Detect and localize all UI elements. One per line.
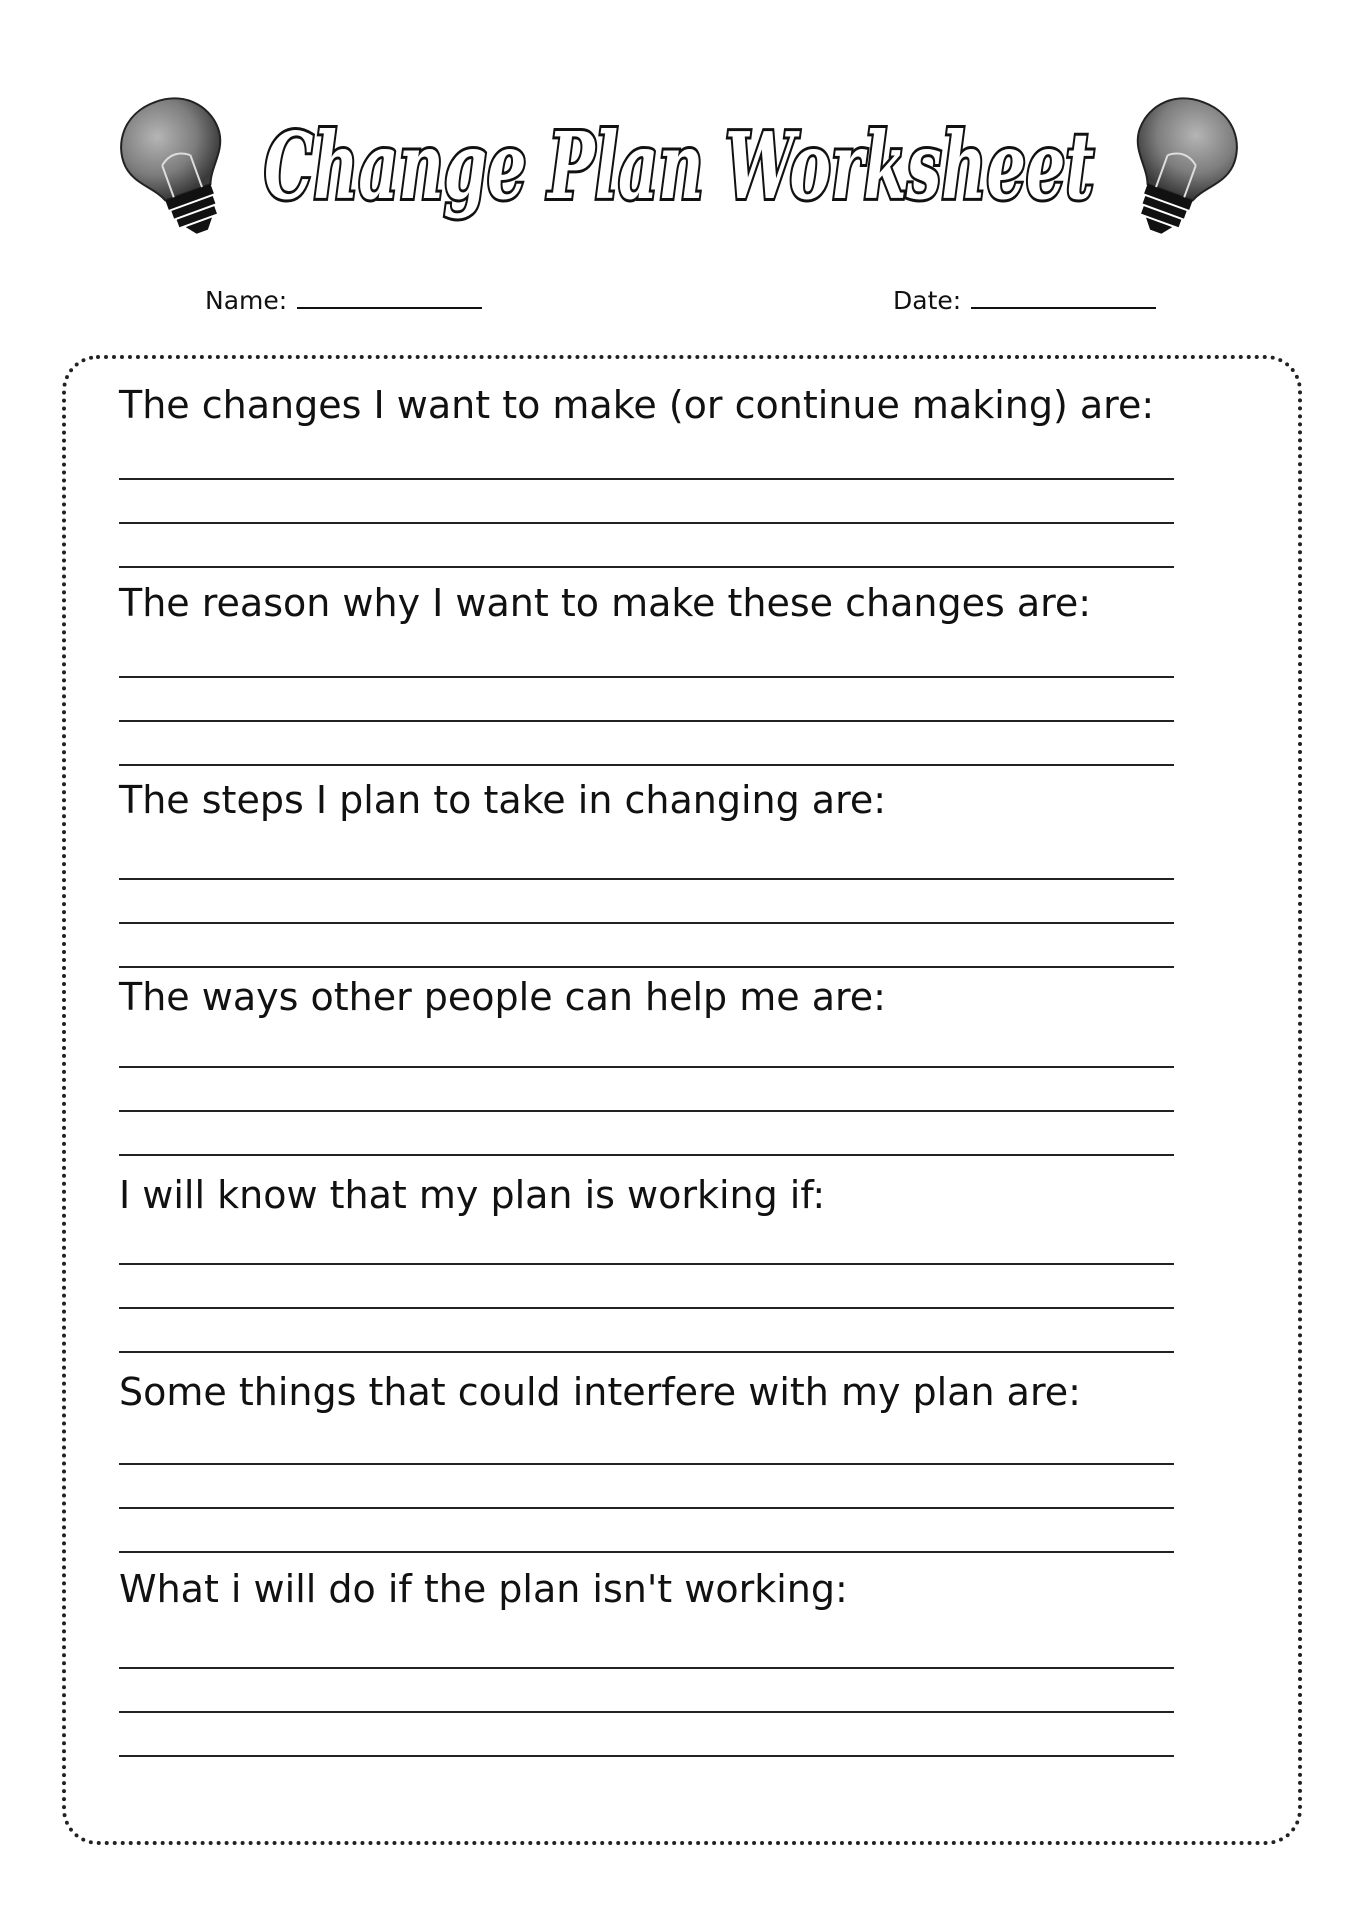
answer-line[interactable] <box>119 478 1174 480</box>
answer-line[interactable] <box>119 1351 1174 1353</box>
answer-line[interactable] <box>119 1066 1174 1068</box>
answer-line[interactable] <box>119 522 1174 524</box>
date-field[interactable] <box>893 285 1156 315</box>
lightbulb-icon <box>118 90 238 240</box>
dotted-border-frame <box>62 355 1302 1845</box>
answer-line[interactable] <box>119 720 1174 722</box>
answer-line[interactable] <box>119 764 1174 766</box>
answer-line[interactable] <box>119 1154 1174 1156</box>
section-interfere <box>119 1369 1174 1415</box>
name-label: Name: <box>205 286 288 315</box>
answer-line[interactable] <box>119 878 1174 880</box>
worksheet-title <box>250 90 1108 240</box>
section-working <box>119 1172 1174 1218</box>
answer-line[interactable] <box>119 1307 1174 1309</box>
section-prompt: I will know that my plan is working if: <box>119 1173 826 1217</box>
section-steps <box>119 777 1174 823</box>
name-blank-line[interactable] <box>297 285 482 309</box>
date-blank-line[interactable] <box>971 285 1156 309</box>
answer-line[interactable] <box>119 1711 1174 1713</box>
name-field[interactable] <box>205 285 482 315</box>
answer-line[interactable] <box>119 922 1174 924</box>
answer-line[interactable] <box>119 676 1174 678</box>
section-changes <box>119 382 1174 428</box>
section-prompt: The reason why I want to make these changes are: <box>119 581 1092 625</box>
section-prompt: Some things that could interfere with my plan are: <box>119 1370 1081 1414</box>
answer-line[interactable] <box>119 1667 1174 1669</box>
section-prompt: The ways other people can help me are: <box>119 975 886 1019</box>
answer-line[interactable] <box>119 1507 1174 1509</box>
answer-line[interactable] <box>119 1755 1174 1757</box>
section-fallback <box>119 1566 1174 1612</box>
lightbulb-icon <box>1120 90 1240 240</box>
section-prompt: The steps I plan to take in changing are: <box>119 778 887 822</box>
title-text: Change Plan Worksheet <box>264 112 1094 220</box>
section-help <box>119 974 1174 1020</box>
answer-line[interactable] <box>119 1110 1174 1112</box>
section-prompt: What i will do if the plan isn't working: <box>119 1567 848 1611</box>
date-label: Date: <box>893 286 962 315</box>
answer-line[interactable] <box>119 1551 1174 1553</box>
answer-line[interactable] <box>119 1463 1174 1465</box>
section-prompt: The changes I want to make (or continue making) are: <box>119 383 1155 427</box>
answer-line[interactable] <box>119 566 1174 568</box>
answer-line[interactable] <box>119 1263 1174 1265</box>
section-reasons <box>119 580 1174 626</box>
worksheet-header <box>0 60 1358 260</box>
answer-line[interactable] <box>119 966 1174 968</box>
